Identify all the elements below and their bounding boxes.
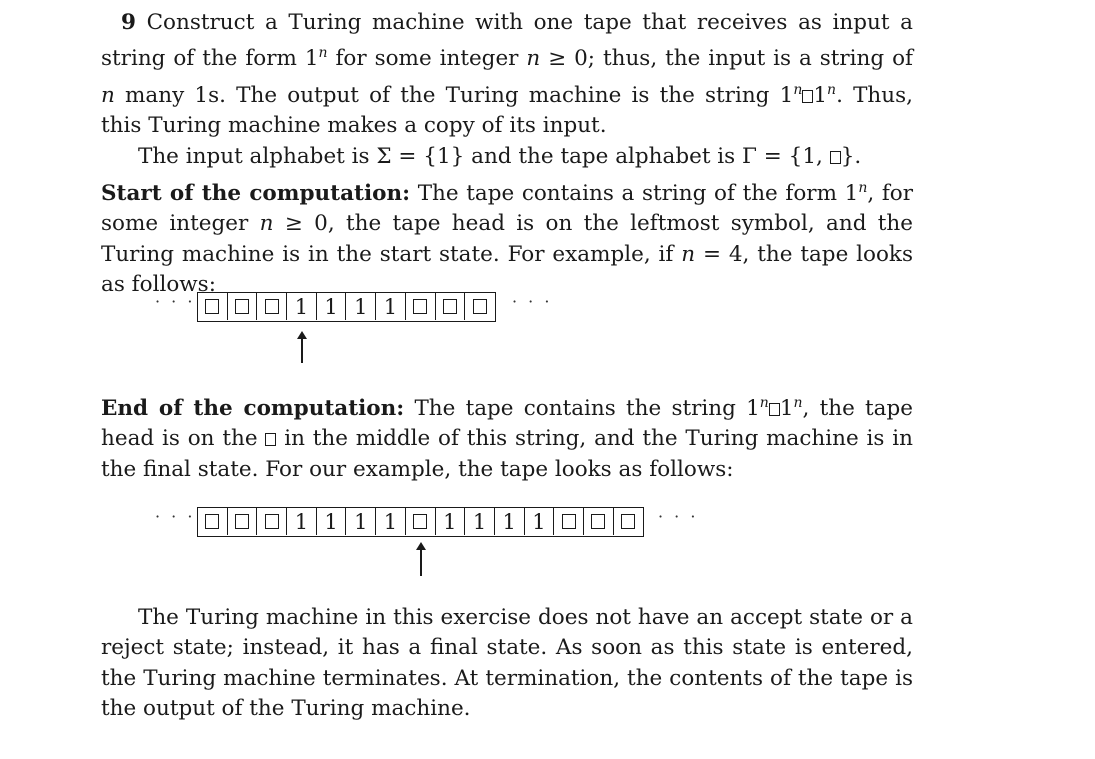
exercise-number: 9 bbox=[121, 10, 136, 35]
blank-symbol-icon bbox=[562, 514, 576, 529]
tape-cell: 1 bbox=[346, 293, 376, 320]
blank-symbol-icon bbox=[205, 514, 219, 529]
end-of-computation: End of the computation: The tape contains the string 1$^n$ 1$^n$, the tape head is on the in the middle of this string, and the Turing machine is in the final state. For our example, the tape looks as follows: bbox=[101, 395, 913, 482]
tape-cell bbox=[406, 508, 436, 535]
tape-head-arrow-end bbox=[420, 544, 422, 576]
blank-symbol-icon bbox=[830, 151, 841, 164]
blank-symbol-icon bbox=[621, 514, 635, 529]
tape-head-arrow-start bbox=[301, 333, 303, 363]
tape-cell bbox=[198, 508, 228, 535]
alphabet-line: The input alphabet is Σ = {1} and the tape alphabet is Γ = {1, }. bbox=[138, 143, 862, 169]
tape-end-right-ellipsis: · · · bbox=[658, 507, 699, 526]
closing-paragraph: The Turing machine in this exercise does not have an accept state or a reject state; instead, it has a final state. As soon as this state is entered, the Turing machine terminates. At termination, the contents of the tape is the output of the Turing machine. bbox=[101, 605, 913, 721]
tape-start-left-ellipsis: · · · bbox=[155, 292, 196, 311]
tape-cell: 1 bbox=[525, 508, 555, 535]
start-heading: Start of the computation: bbox=[101, 181, 411, 207]
blank-symbol-icon bbox=[413, 299, 427, 314]
tape-start bbox=[197, 292, 496, 322]
tape-cell bbox=[614, 508, 644, 535]
tape-cell bbox=[554, 508, 584, 535]
blank-symbol-icon bbox=[265, 299, 279, 314]
tape-cell bbox=[198, 293, 228, 320]
exercise-intro: 9 Construct a Turing machine with one tape that receives as input a string of the form 1$^n$ for some integer n ≥ 0; thus, the input is a string of n many 1s. The output of the Turing machine is the string 1$^n$ 1$^n$. Thus, this Turing machine makes a copy of its input. The input alphabet is Σ = {1} and the tape alphabet is Γ = {1, }. bbox=[101, 8, 913, 172]
tape-end-left-ellipsis: · · · bbox=[155, 507, 196, 526]
tape-cell: 1 bbox=[376, 293, 406, 320]
end-heading: End of the computation: bbox=[101, 396, 405, 422]
tape-cell bbox=[465, 293, 495, 320]
tape-cell bbox=[228, 508, 258, 535]
blank-symbol-icon bbox=[591, 514, 605, 529]
start-of-computation: Start of the computation: The tape contains a string of the form 1$^n$, for some integer n ≥ 0, the tape head is on the leftmost symbol, and the Turing machine is in the start state. For example, if n = 4, the tape looks as follows: bbox=[101, 180, 913, 298]
blank-symbol-icon bbox=[265, 433, 276, 446]
tape-cell bbox=[257, 508, 287, 535]
tape-cell: 1 bbox=[465, 508, 495, 535]
tape-cell: 1 bbox=[317, 508, 347, 535]
tape-start-right-ellipsis: · · · bbox=[512, 292, 553, 311]
tape-end bbox=[197, 507, 644, 537]
tape-cell: 1 bbox=[287, 508, 317, 535]
tape-cell: 1 bbox=[346, 508, 376, 535]
blank-symbol-icon bbox=[802, 90, 813, 103]
blank-symbol-icon bbox=[265, 514, 279, 529]
blank-symbol-icon bbox=[473, 299, 487, 314]
blank-symbol-icon bbox=[235, 514, 249, 529]
tape-cell: 1 bbox=[376, 508, 406, 535]
tape-cell bbox=[436, 293, 466, 320]
tape-cell: 1 bbox=[287, 293, 317, 320]
tape-cell bbox=[584, 508, 614, 535]
blank-symbol-icon bbox=[235, 299, 249, 314]
blank-symbol-icon bbox=[205, 299, 219, 314]
tape-cell bbox=[228, 293, 258, 320]
tape-cell bbox=[406, 293, 436, 320]
tape-cell: 1 bbox=[317, 293, 347, 320]
blank-symbol-icon bbox=[413, 514, 427, 529]
tape-cell: 1 bbox=[436, 508, 466, 535]
tape-cell: 1 bbox=[495, 508, 525, 535]
tape-cell bbox=[257, 293, 287, 320]
blank-symbol-icon bbox=[769, 403, 780, 416]
blank-symbol-icon bbox=[443, 299, 457, 314]
